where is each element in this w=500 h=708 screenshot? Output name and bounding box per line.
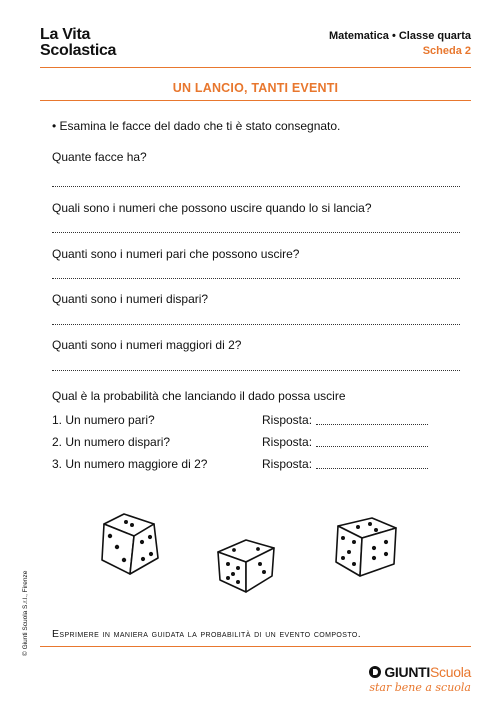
question-5: Quanti sono i numeri maggiori di 2? <box>52 338 242 352</box>
logo <box>40 27 116 59</box>
answer-line-2[interactable] <box>52 232 460 233</box>
subject-label: Matematica • Classe quarta <box>328 30 471 42</box>
brand-scuola: Scuola <box>429 664 471 680</box>
instruction-text: • Esamina le facce del dado che ti è stato consegnato. <box>52 119 341 133</box>
giunti-logo-icon <box>369 666 381 678</box>
answer-dots[interactable] <box>316 424 428 425</box>
publisher-brand <box>369 664 471 680</box>
copyright-notice: © Giunti Scuola S.r.l., Firenze <box>22 570 29 656</box>
sheet-label: Scheda 2 <box>422 45 471 57</box>
probability-intro: Qual è la probabilità che lanciando il dado possa uscire <box>52 389 346 403</box>
logo-line-2: Scolastica <box>40 42 117 59</box>
answer-dots[interactable] <box>316 468 428 469</box>
answer-line-5[interactable] <box>52 370 460 371</box>
probability-answer-2[interactable] <box>262 435 428 449</box>
header-divider <box>40 67 471 68</box>
answer-line-1[interactable] <box>52 186 460 187</box>
answer-label: Risposta: <box>262 457 313 471</box>
page-title: UN LANCIO, TANTI EVENTI <box>172 81 339 95</box>
subject-header <box>329 29 471 59</box>
answer-line-4[interactable] <box>52 324 460 325</box>
question-3: Quanti sono i numeri pari che possono uscire? <box>52 247 300 261</box>
die-2-icon <box>212 530 284 596</box>
probability-item-1: 1. Un numero pari? <box>52 413 155 427</box>
die-3-icon <box>330 512 404 582</box>
learning-objective: Esprimere in maniera guidata la probabilità di un evento composto. <box>52 628 362 640</box>
probability-item-2: 2. Un numero dispari? <box>52 435 171 449</box>
question-2: Quali sono i numeri che possono uscire quando lo si lancia? <box>52 201 372 215</box>
probability-answer-1[interactable] <box>262 413 428 427</box>
question-4: Quanti sono i numeri dispari? <box>52 292 209 306</box>
answer-label: Risposta: <box>262 435 313 449</box>
publisher-logo <box>369 664 471 694</box>
die-1-icon <box>96 510 168 580</box>
publisher-tagline: star bene a scuola <box>369 681 471 694</box>
logo-line-1: La Vita <box>40 26 91 43</box>
title-divider <box>40 100 471 101</box>
probability-answer-3[interactable] <box>262 457 428 471</box>
question-1: Quante facce ha? <box>52 150 147 164</box>
answer-dots[interactable] <box>316 446 428 447</box>
footer-divider <box>40 646 471 647</box>
answer-line-3[interactable] <box>52 278 460 279</box>
brand-giunti: GIUNTI <box>384 664 430 680</box>
answer-label: Risposta: <box>262 413 313 427</box>
probability-item-3: 3. Un numero maggiore di 2? <box>52 457 208 471</box>
